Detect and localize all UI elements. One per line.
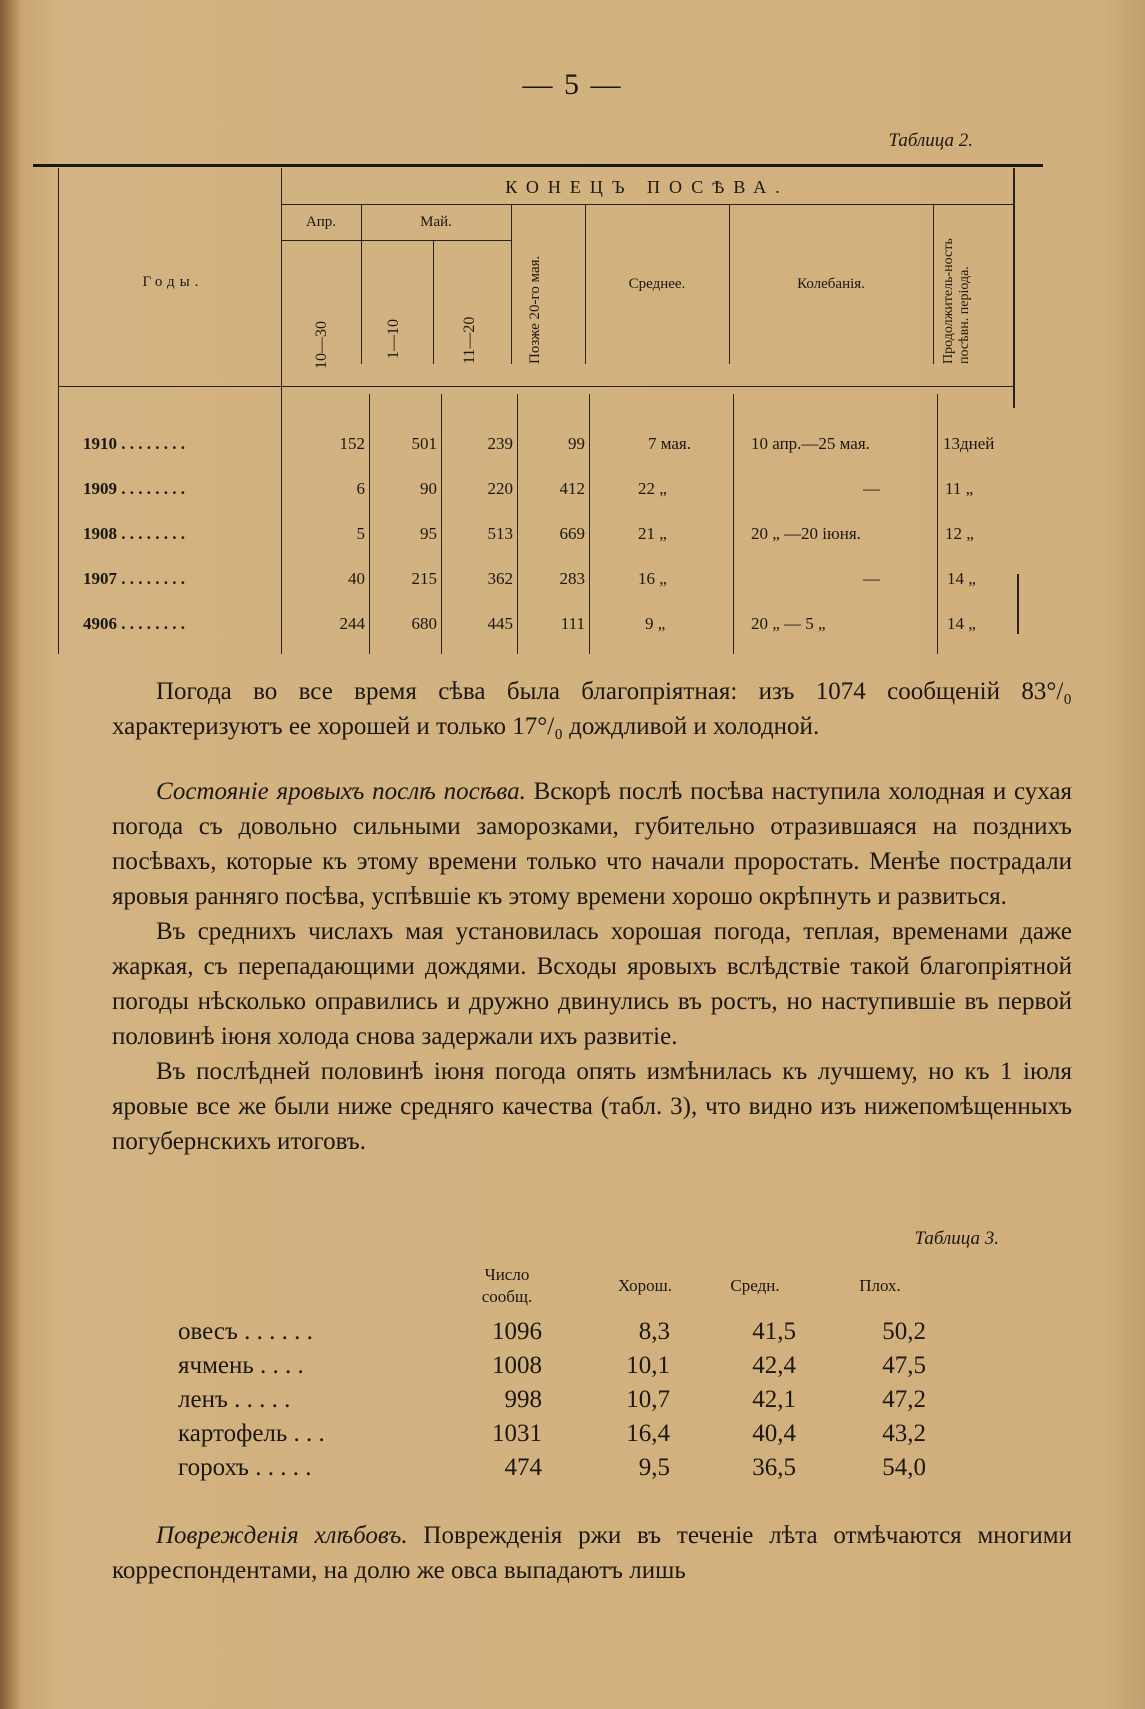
header-may-11-20: 11—20 [461,316,478,364]
cell: 445 [487,614,513,633]
cell-duration: 13дней [943,434,995,453]
cell-good: 10,1 [626,1352,670,1379]
header-mid: Средн. [730,1276,780,1295]
table2 [33,164,1043,654]
section-paragraph [112,1518,1072,1588]
cell: 152 [339,434,365,453]
table-top-rule [33,164,1043,167]
header-after-may-20: Позже 20-го мая. [527,255,543,364]
cell-average: 9 „ [645,614,666,633]
header-years: Годы. [142,274,204,290]
section-title: Состояніе яровыхъ послѣ посѣва. [156,778,526,805]
cell: 283 [559,569,585,588]
row-name: ячмень . . . . [178,1352,304,1379]
header-may-1-10: 1—10 [385,319,402,359]
cell: 90 [420,479,437,498]
row-name: ленъ . . . . . [178,1386,291,1413]
header-line [281,204,1013,205]
header-count: Число сообщ. [481,1265,533,1306]
cell-good: 16,4 [626,1420,670,1447]
header-duration: Продолжитель-ность посѣвн. періода. [941,238,972,364]
cell-good: 9,5 [638,1454,670,1481]
cell-bad: 43,2 [882,1420,926,1447]
section-spring-crops [112,774,1072,1159]
cell: 5 [356,524,365,543]
row-year: 1910 . . . . . . . . [83,434,185,453]
cell-duration: 14 „ [947,614,976,633]
row-year: 1909 . . . . . . . . [83,479,185,498]
cell-bad: 50,2 [882,1318,926,1345]
table3-caption: Таблица 3. [914,1228,999,1249]
cell: 220 [487,479,513,498]
table-border [58,168,59,654]
table-border [1013,168,1015,408]
cell-bad: 47,5 [882,1352,926,1379]
paragraph-text: Погода во все время сѣва была благопріятная: изъ 1074 сообщеній 83°/₀ характеризуютъ ее хорошей и только 17°/₀ дождливой и холодной. [112,678,1072,740]
col-line [937,394,938,654]
header-divider [511,204,512,364]
cell: 40 [348,569,365,588]
cell-average: 22 „ [638,479,667,498]
header-good: Хорош. [617,1276,673,1295]
header-average: Среднее. [628,276,686,292]
cell-count: 1008 [492,1352,542,1379]
cell-mid: 40,4 [752,1420,796,1447]
paragraph-text: Вскорѣ послѣ посѣва наступила холодная и сухая погода съ довольно сильными заморозками, губительно отразившаяся на позднихъ посѣвахъ, которые къ этому времени только что начали проростать. Менѣе пострадали яровыя ранняго посѣва, успѣвшіе къ этому времени хорошо окрѣпнуть и развиться. [112,778,1073,910]
cell: 513 [487,524,513,543]
cell: 669 [559,524,585,543]
paragraph-text: Въ послѣдней половинѣ іюня погода опять измѣнилась къ лучшему, но къ 1 іюля яровые все же были ниже средняго качества (табл. 3), что видно изъ нижепомѣщенныхъ погубернскихъ итоговъ. [112,1058,1072,1155]
cell-bad: 54,0 [882,1454,926,1481]
cell-range: — [863,569,880,588]
header-range: Колебанія. [797,276,865,292]
header-divider [933,204,934,364]
col-line [733,394,734,654]
cell: 95 [420,524,437,543]
col-line [1017,574,1019,634]
cell: 412 [559,479,585,498]
cell-count: 1096 [492,1318,542,1345]
row-name: овесъ . . . . . . [178,1318,313,1345]
cell-bad: 47,2 [882,1386,926,1413]
paragraph-weather [112,674,1072,744]
table2-caption: Таблица 2. [888,130,973,151]
row-year: 1908 . . . . . . . . [83,524,185,543]
cell: 244 [339,614,365,633]
header-line [281,240,511,241]
cell-average: 16 „ [638,569,667,588]
header-apr-10-30: 10—30 [313,321,330,369]
cell-good: 8,3 [638,1318,670,1345]
cell: 362 [487,569,513,588]
header-may: Май. [420,214,452,230]
cell: 99 [568,434,585,453]
cell: 111 [560,614,585,633]
cell-count: 474 [504,1454,542,1481]
cell: 6 [356,479,365,498]
paragraph-text: Въ среднихъ числахъ мая установилась хорошая погода, теплая, временами даже жаркая, съ перепадающими дождями. Всходы яровыхъ вслѣдствіе такой благопріятной погоды нѣсколько оправились и дружно двинулись въ ростъ, но наступившіе въ первой половинѣ іюня холода снова задержали ихъ развитіе. [112,918,1072,1050]
page-number: — 5 — [522,68,623,101]
row-name: картофель . . . [178,1420,325,1447]
cell-range: — [863,479,880,498]
header-bottom-line [58,386,1013,387]
cell-mid: 42,1 [752,1386,796,1413]
header-april: Апр. [305,214,337,230]
cell-range: 20 „ — 5 „ [751,614,826,633]
row-year: 1907 . . . . . . . . [83,569,185,588]
cell-mid: 36,5 [752,1454,796,1481]
col-line [589,394,590,654]
cell-duration: 12 „ [945,524,974,543]
cell-mid: 42,4 [752,1352,796,1379]
cell: 215 [411,569,437,588]
cell-average: 21 „ [638,524,667,543]
paragraph-text: Поврежденія ржи въ теченіе лѣта отмѣчаются многими корреспондентами, на долю же овса выпадаютъ лишь [112,1522,1072,1584]
cell-duration: 11 „ [945,479,974,498]
col-line [441,394,442,654]
cell-count: 1031 [492,1420,542,1447]
cell-count: 998 [504,1386,542,1413]
cell-average: 7 мая. [648,434,692,453]
cell-duration: 14 „ [947,569,976,588]
header-konets-poseva: КОНЕЦЪ ПОСѢВА. [505,177,789,197]
row-name: горохъ . . . . . [178,1454,312,1481]
cell: 680 [411,614,437,633]
col-line [369,394,370,654]
cell: 501 [411,434,437,453]
section-paragraph [112,774,1072,914]
col-line [517,394,518,654]
section-title: Поврежденія хлѣбовъ. [156,1522,408,1549]
header-divider [433,240,434,364]
cell: 239 [487,434,513,453]
cell-range: 10 апр.—25 мая. [751,434,870,453]
cell-mid: 41,5 [752,1318,796,1345]
header-bad: Плох. [859,1276,901,1295]
section-crop-damage [112,1518,1072,1588]
cell-good: 10,7 [626,1386,670,1413]
row-year: 4906 . . . . . . . . [83,614,185,633]
cell-range: 20 „ —20 іюня. [751,524,861,543]
